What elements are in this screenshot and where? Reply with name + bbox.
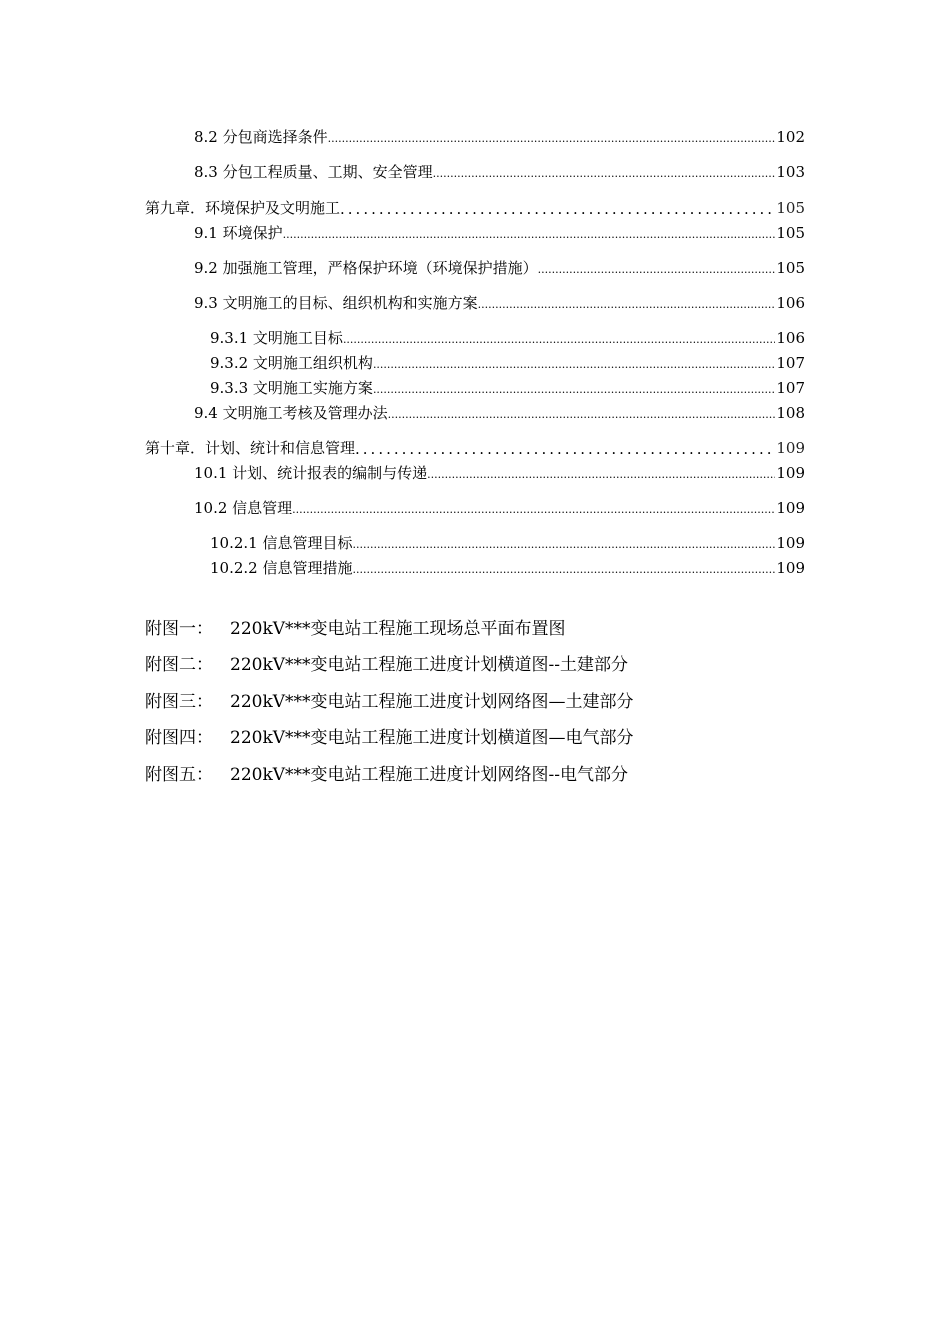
- toc-leader: [352, 561, 775, 579]
- appendix-text: 220kV***变电站工程施工进度计划横道图—电气部分: [230, 728, 634, 748]
- appendix-label: 附图三：: [145, 692, 213, 712]
- appendix-item-2: [145, 652, 628, 678]
- toc-leader: [352, 536, 775, 554]
- toc-leader: [328, 130, 776, 148]
- toc-page-number: 109: [776, 499, 805, 517]
- toc-leader: [355, 439, 775, 459]
- appendix-item-3: [145, 689, 634, 715]
- toc-page-number: 109: [776, 559, 805, 577]
- appendix-text: 220kV***变电站工程施工进度计划网络图—土建部分: [230, 692, 634, 712]
- toc-page-number: 102: [776, 128, 805, 146]
- appendix-item-4: [145, 725, 634, 751]
- toc-title: 10.2.1 信息管理目标: [210, 534, 353, 552]
- toc-page-number: 105: [776, 259, 805, 277]
- toc-leader: [340, 199, 775, 219]
- toc-title: 9.1 环境保护: [194, 224, 283, 242]
- toc-leader: [343, 331, 775, 349]
- toc-entry-chapter-9[interactable]: [145, 197, 805, 219]
- toc-title: 10.1 计划、统计报表的编制与传递: [194, 464, 428, 482]
- toc-entry-9-3-1[interactable]: [210, 327, 805, 349]
- toc-page-number: 109: [776, 534, 805, 552]
- appendix-label: 附图五：: [145, 765, 213, 785]
- toc-entry-8-2[interactable]: [194, 126, 805, 148]
- toc-leader: [478, 296, 776, 314]
- toc-page-number: 109: [776, 464, 805, 482]
- toc-title: 8.2 分包商选择条件: [194, 128, 328, 146]
- toc-entry-9-2[interactable]: [194, 257, 805, 279]
- toc-page-number: 105: [776, 199, 805, 217]
- toc-title: 第十章．计划、统计和信息管理: [145, 439, 356, 457]
- appendix-label: 附图一：: [145, 619, 213, 639]
- toc-page-number: 105: [776, 224, 805, 242]
- toc-leader: [538, 261, 776, 279]
- toc-page-number: 109: [776, 439, 805, 457]
- toc-page-number: 106: [776, 329, 805, 347]
- toc-title: 10.2.2 信息管理措施: [210, 559, 353, 577]
- toc-title: 9.2 加强施工管理，严格保护环境（环境保护措施）: [194, 259, 538, 277]
- toc-title: 9.3.2 文明施工组织机构: [210, 354, 373, 372]
- appendix-text: 220kV***变电站工程施工现场总平面布置图: [230, 619, 566, 639]
- appendix-item-1: [145, 616, 566, 642]
- toc-entry-chapter-10[interactable]: [145, 437, 805, 459]
- toc-entry-10-1[interactable]: [194, 462, 805, 484]
- toc-leader: [373, 356, 775, 374]
- toc-page-number: 103: [776, 163, 805, 181]
- toc-entry-9-4[interactable]: [194, 402, 805, 424]
- toc-leader: [292, 501, 775, 519]
- toc-entry-9-3-2[interactable]: [210, 352, 805, 374]
- appendix-label: 附图二：: [145, 655, 213, 675]
- toc-entry-10-2-1[interactable]: [210, 532, 805, 554]
- toc-entry-8-3[interactable]: [194, 161, 805, 183]
- toc-page-number: 107: [776, 354, 805, 372]
- toc-title: 9.3.1 文明施工目标: [210, 329, 343, 347]
- toc-page-number: 107: [776, 379, 805, 397]
- toc-entry-9-3[interactable]: [194, 292, 805, 314]
- toc-title: 9.3.3 文明施工实施方案: [210, 379, 373, 397]
- appendix-label: 附图四：: [145, 728, 213, 748]
- appendix-text: 220kV***变电站工程施工进度计划横道图--土建部分: [230, 655, 629, 675]
- toc-page-number: 108: [776, 404, 805, 422]
- toc-title: 9.3 文明施工的目标、组织机构和实施方案: [194, 294, 478, 312]
- toc-title: 8.3 分包工程质量、工期、安全管理: [194, 163, 433, 181]
- toc-entry-10-2-2[interactable]: [210, 557, 805, 579]
- appendix-item-5: [145, 762, 628, 788]
- toc-entry-9-1[interactable]: [194, 222, 805, 244]
- toc-title: 第九章．环境保护及文明施工: [145, 199, 341, 217]
- toc-leader: [427, 466, 775, 484]
- toc-leader: [283, 226, 776, 244]
- toc-leader: [388, 406, 776, 424]
- toc-entry-9-3-3[interactable]: [210, 377, 805, 399]
- toc-entry-10-2[interactable]: [194, 497, 805, 519]
- toc-leader: [373, 381, 775, 399]
- toc-leader: [433, 165, 776, 183]
- appendix-text: 220kV***变电站工程施工进度计划网络图--电气部分: [230, 765, 629, 785]
- toc-title: 10.2 信息管理: [194, 499, 293, 517]
- toc-page-number: 106: [776, 294, 805, 312]
- toc-title: 9.4 文明施工考核及管理办法: [194, 404, 388, 422]
